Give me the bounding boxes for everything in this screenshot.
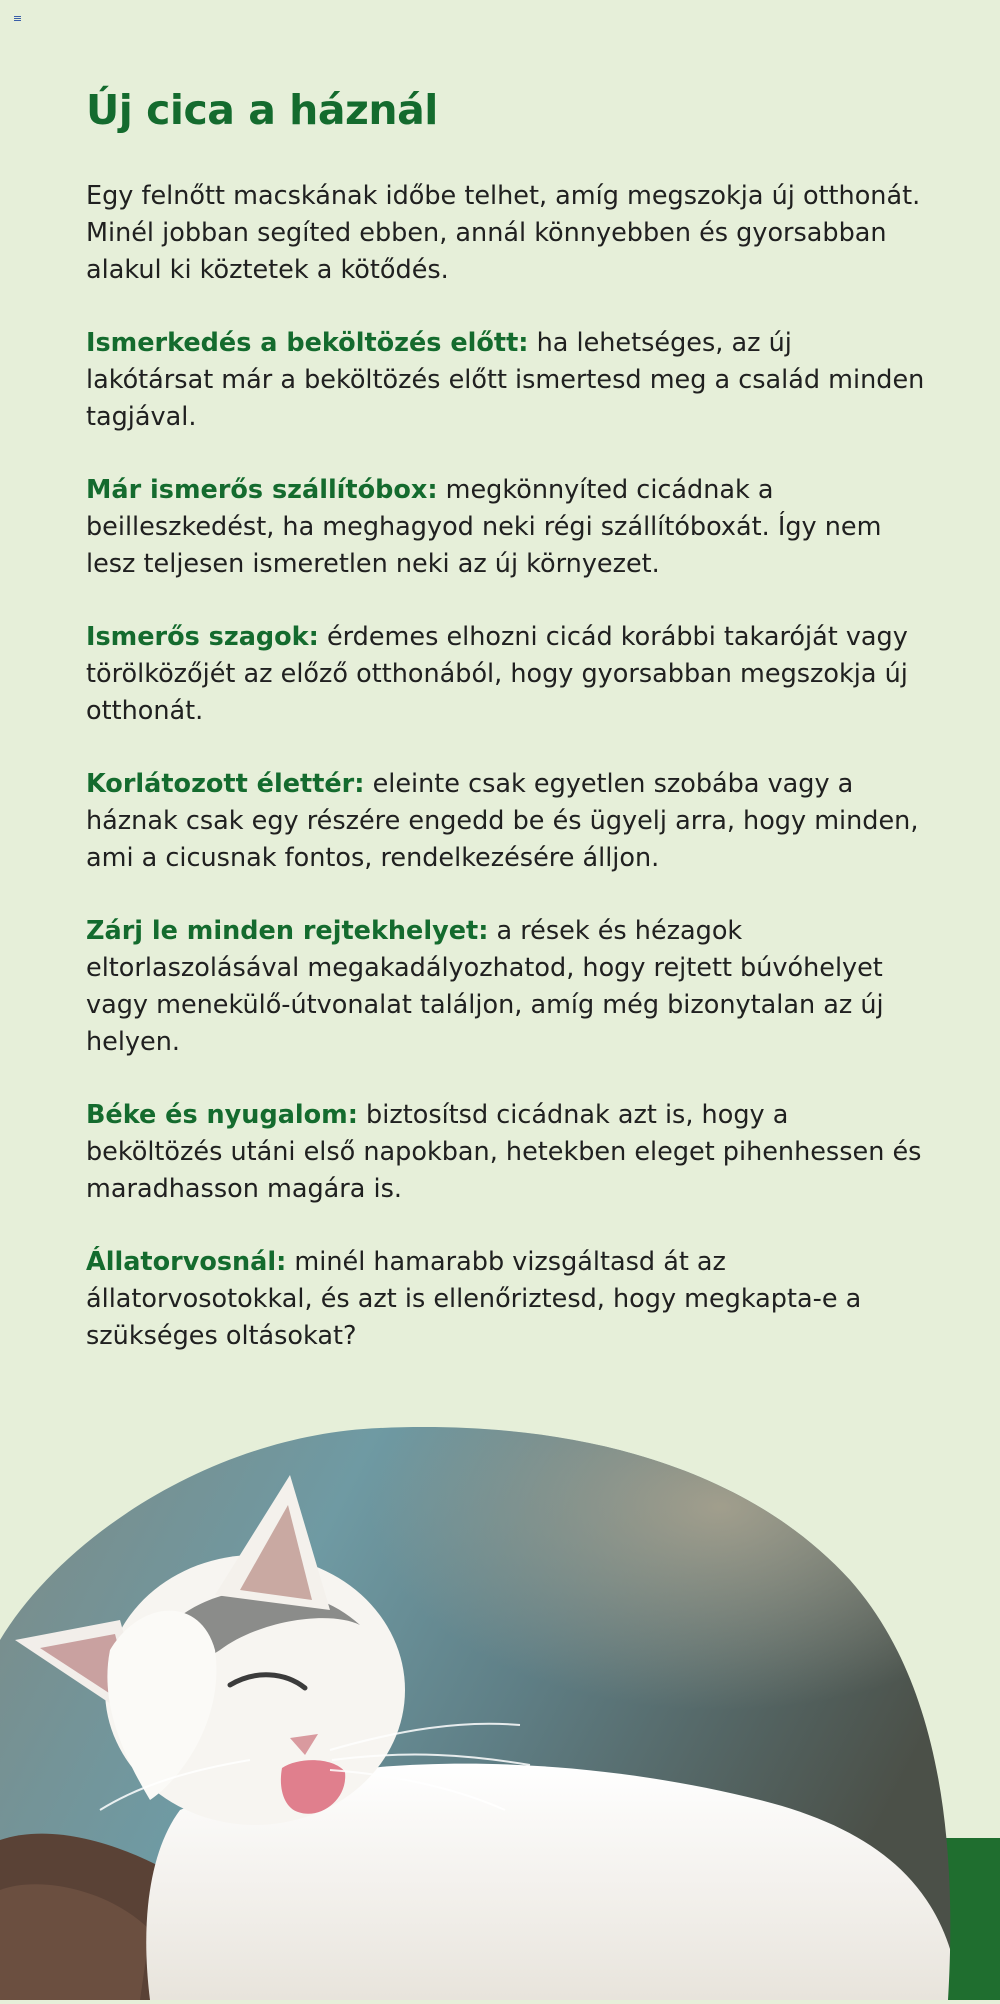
article (86, 86, 926, 1391)
tip-paragraph (86, 766, 926, 877)
tip-text: minél hamarabb vizsgáltasd át az állatorvosotokkal, és azt is ellenőriztesd, hogy megkapta-e a szükséges oltásokat? (86, 1247, 862, 1351)
page-title: Új cica a háznál (86, 86, 438, 134)
tip-term: Ismerős szagok: (86, 622, 319, 652)
cat-photo-icon (0, 1420, 1000, 2000)
tip-paragraph (86, 1097, 926, 1208)
tip-text: ha lehetséges, az új lakótársat már a beköltözés előtt ismertesd meg a család minden tagjával. (86, 328, 925, 432)
tip-term: Ismerkedés a beköltözés előtt: (86, 328, 529, 358)
tip-text: megkönnyíted cicádnak a beilleszkedést, ha meghagyod neki régi szállítóboxát. Így nem lesz teljesen ismeretlen neki az új környezet. (86, 475, 882, 579)
tip-text: biztosítsd cicádnak azt is, hogy a beköltözés utáni első napokban, hetekben eleget pihenhessen és maradhasson magára is. (86, 1100, 922, 1204)
tip-term: Zárj le minden rejtekhelyet: (86, 916, 489, 946)
tip-text: a rések és hézagok eltorlaszolásával megakadályozhatod, hogy rejtett búvóhelyet vagy menekülő-útvonalat találjon, amíg még bizonytalan az új helyen. (86, 916, 884, 1057)
tip-paragraph (86, 472, 926, 583)
page-marker-icon (14, 16, 21, 21)
tip-term: Korlátozott élettér: (86, 769, 365, 799)
tip-term: Már ismerős szállítóbox: (86, 475, 438, 505)
cat-photo (0, 1420, 1000, 2000)
tip-text: érdemes elhozni cicád korábbi takaróját vagy törölközőjét az előző otthonából, hogy gyorsabban megszokja új otthonát. (86, 622, 908, 726)
tip-paragraph (86, 619, 926, 730)
tip-text: eleinte csak egyetlen szobába vagy a háznak csak egy részére engedd be és ügyelj arra, hogy minden, ami a cicusnak fontos, rendelkezésére álljon. (86, 769, 919, 873)
intro-paragraph: Egy felnőtt macskának időbe telhet, amíg megszokja új otthonát. Minél jobban segíted ebben, annál könnyebben és gyorsabban alakul ki köztetek a kötődés. (86, 181, 921, 285)
tip-paragraph (86, 325, 926, 436)
tip-term: Állatorvosnál: (86, 1247, 287, 1277)
tip-term: Béke és nyugalom: (86, 1100, 358, 1130)
tip-paragraph (86, 1244, 926, 1355)
tip-paragraph (86, 913, 926, 1061)
